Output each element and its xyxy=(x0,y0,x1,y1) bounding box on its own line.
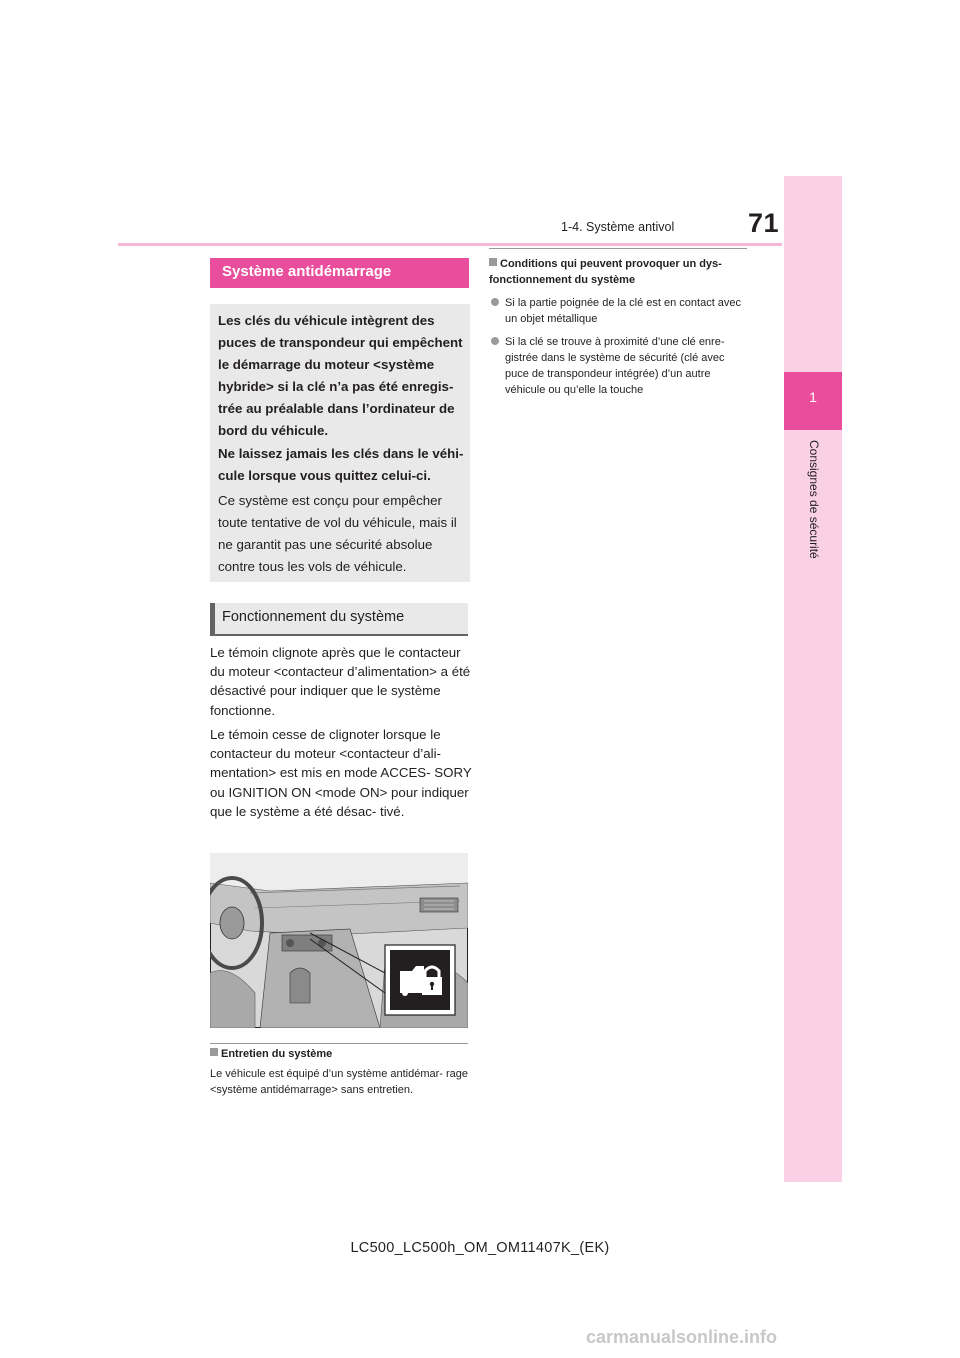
note-rule xyxy=(489,248,747,249)
section-heading: Système antidémarrage xyxy=(222,263,392,280)
summary-paragraph-1: Les clés du véhicule intègrent des puces de transpondeur qui empêchent le démarrage du moteur <système hybride> si la clé n’a pas été enregis- trée au préalable dans l’ordinateur de bord du véhicule. xyxy=(218,313,463,438)
bullet-item: Si la clé se trouve à proximité d’une clé enre- gistrée dans le système de sécurité (clé avec puce de transpondeur intégrée) d’un autre véhicule ou qu’elle la touche xyxy=(505,336,725,396)
body-paragraph-1: Le témoin clignote après que le contacteur du moteur <contacteur d’alimentation> a été désactivé pour indiquer que le système fonctionne. xyxy=(210,645,471,718)
subsection-heading-marker xyxy=(210,603,215,634)
footer-code: LC500_LC500h_OM_OM11407K_(EK) xyxy=(350,1240,610,1256)
dashboard-illustration xyxy=(210,853,468,1028)
note-body: Le véhicule est équipé d’un système antidémar- rage <système antidémarrage> sans entretien. xyxy=(210,1068,469,1096)
note-rule xyxy=(210,1043,468,1044)
body-paragraph-2: Le témoin cesse de clignoter lorsque le contacteur du moteur <contacteur d’ali- mentation> est mis en mode ACCES- SORY ou IGNITION ON <mode ON> pour indiquer que le système a été désac- tivé. xyxy=(210,727,472,819)
summary-paragraph-3: Ce système est conçu pour empêcher toute tentative de vol du véhicule, mais il ne garantit pas une sécurité absolue contre tous les vols de véhicule. xyxy=(218,493,457,574)
square-bullet-icon xyxy=(210,1048,218,1056)
chapter-tab xyxy=(784,176,842,1182)
note-heading-text: Conditions qui peuvent provoquer un dys- fonctionnement du système xyxy=(489,258,722,286)
subsection-heading: Fonctionnement du système xyxy=(222,609,405,625)
header-rule xyxy=(118,243,782,246)
chapter-label-wrap xyxy=(784,440,842,610)
note-heading xyxy=(210,1048,332,1060)
note-heading xyxy=(489,256,747,288)
round-bullet-icon xyxy=(491,298,499,306)
page-number: 71 xyxy=(748,208,780,238)
chapter-label: Consignes de sécurité xyxy=(807,440,821,559)
chapter-number: 1 xyxy=(809,389,817,405)
round-bullet-icon xyxy=(491,337,499,345)
section-title: 1-4. Système antivol xyxy=(561,220,675,234)
summary-paragraph-2: Ne laissez jamais les clés dans le véhi- cule lorsque vous quittez celui-ci. xyxy=(218,446,464,483)
subsection-rule xyxy=(210,634,468,636)
note-heading-text: Entretien du système xyxy=(221,1048,333,1060)
square-bullet-icon xyxy=(489,258,497,266)
watermark: carmanualsonline.info xyxy=(586,1327,778,1347)
bullet-item: Si la partie poignée de la clé est en contact avec un objet métallique xyxy=(505,297,742,325)
